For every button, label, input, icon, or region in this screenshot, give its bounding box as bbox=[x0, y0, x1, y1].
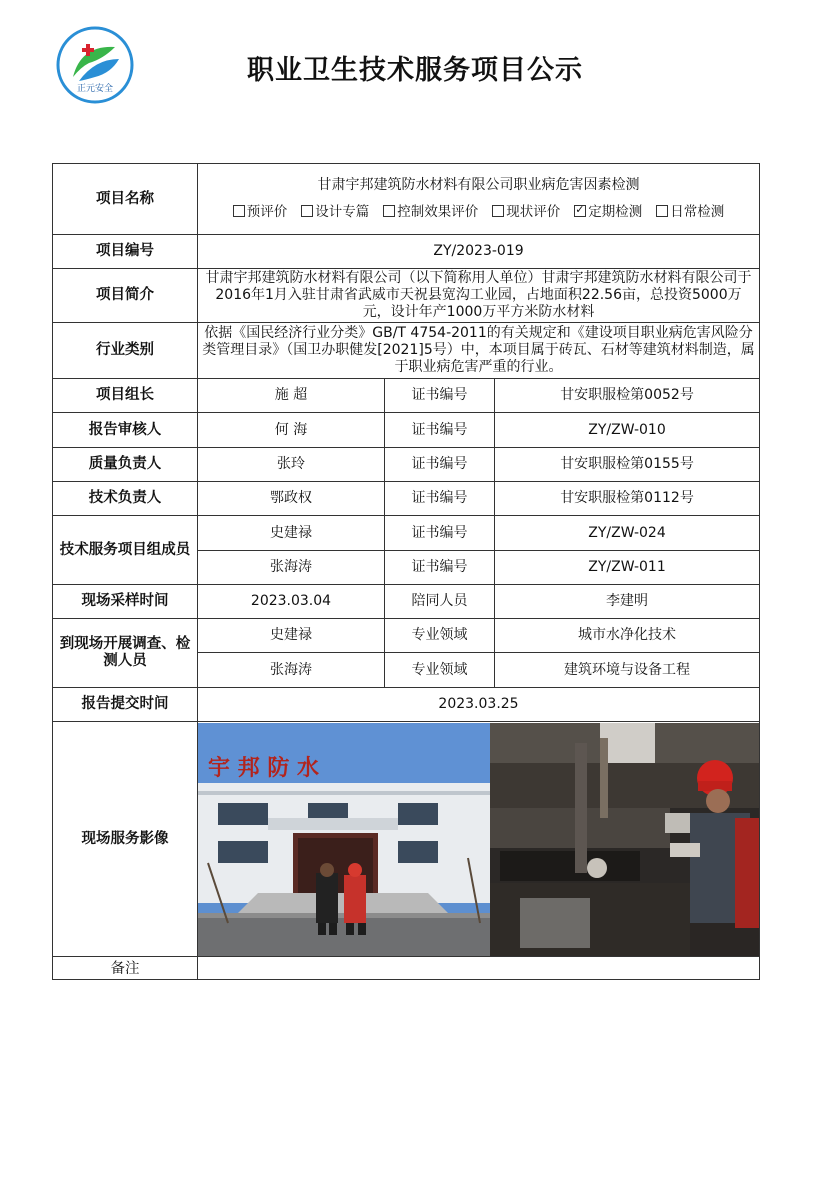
survey-field: 城市水净化技术 bbox=[495, 619, 760, 653]
checkbox-checked-icon[interactable] bbox=[574, 205, 586, 217]
option-periodic-detection[interactable]: ✓ 定期检测 bbox=[574, 204, 642, 221]
field-label: 专业领域 bbox=[385, 619, 495, 653]
quality-name: 张玲 bbox=[198, 448, 385, 482]
row-industry bbox=[53, 323, 760, 379]
site-workshop-photo bbox=[490, 723, 760, 956]
accompany-label: 陪同人员 bbox=[385, 585, 495, 619]
row-reviewer bbox=[53, 413, 760, 448]
leader-cert: 甘安职服检第0052号 bbox=[495, 379, 760, 413]
row-survey-1 bbox=[53, 619, 760, 653]
logo-text: 正元安全 bbox=[76, 84, 114, 94]
cert-label: 证书编号 bbox=[385, 379, 495, 413]
project-name: 甘肃宇邦建筑防水材料有限公司职业病危害因素检测 bbox=[317, 177, 640, 193]
sampling-time: 2023.03.04 bbox=[198, 585, 385, 619]
cert-label: 证书编号 bbox=[385, 482, 495, 516]
option-daily-detection[interactable]: 日常检测 bbox=[656, 204, 724, 221]
project-name-label: 项目名称 bbox=[53, 164, 198, 235]
industry-text: 依据《国民经济行业分类》GB/T 4754-2011的有关规定和《建设项目职业病危害风险分类管理目录》（国卫办职健发[2021]5号）中，本项目属于砖瓦、石材等建筑材料制造，属于职业病危害严重的行业。 bbox=[198, 323, 760, 379]
option-design-chapter[interactable]: 设计专篇 bbox=[301, 204, 369, 221]
field-label: 专业领域 bbox=[385, 653, 495, 688]
reviewer-label: 报告审核人 bbox=[53, 413, 198, 448]
row-report-submit bbox=[53, 688, 760, 722]
photos-label: 现场服务影像 bbox=[53, 722, 198, 957]
survey-field: 建筑环境与设备工程 bbox=[495, 653, 760, 688]
option-pre-evaluation[interactable]: 预评价 bbox=[233, 204, 288, 221]
cert-label: 证书编号 bbox=[385, 516, 495, 551]
row-member-1 bbox=[53, 516, 760, 551]
cert-label: 证书编号 bbox=[385, 448, 495, 482]
cert-label: 证书编号 bbox=[385, 551, 495, 585]
evaluation-type-options bbox=[202, 204, 755, 221]
row-photos bbox=[53, 722, 760, 957]
member-cert: ZY/ZW-011 bbox=[495, 551, 760, 585]
sampling-time-label: 现场采样时间 bbox=[53, 585, 198, 619]
project-intro-label: 项目简介 bbox=[53, 269, 198, 323]
checkbox-icon[interactable] bbox=[656, 205, 668, 217]
remark-value bbox=[198, 957, 760, 980]
cert-label: 证书编号 bbox=[385, 413, 495, 448]
page-title: 职业卫生技术服务项目公示 bbox=[247, 55, 583, 86]
tech-name: 鄂政权 bbox=[198, 482, 385, 516]
photos-cell bbox=[198, 722, 760, 957]
survey-person: 张海涛 bbox=[198, 653, 385, 688]
project-table bbox=[52, 163, 760, 980]
checkbox-icon[interactable] bbox=[301, 205, 313, 217]
members-label: 技术服务项目组成员 bbox=[53, 516, 198, 585]
row-tech bbox=[53, 482, 760, 516]
project-intro: 甘肃宇邦建筑防水材料有限公司（以下简称用人单位）甘肃宇邦建筑防水材料有限公司于2016年1月入驻甘肃省武威市天祝县宽沟工业园，占地面积22.56亩，总投资5000万元，设计年产1000万平方米防水材料 bbox=[198, 269, 760, 323]
member-name: 张海涛 bbox=[198, 551, 385, 585]
reviewer-name: 何 海 bbox=[198, 413, 385, 448]
row-leader bbox=[53, 379, 760, 413]
checkbox-icon[interactable] bbox=[492, 205, 504, 217]
leader-name: 施 超 bbox=[198, 379, 385, 413]
survey-person: 史建禄 bbox=[198, 619, 385, 653]
survey-label: 到现场开展调查、检测人员 bbox=[53, 619, 198, 688]
checkbox-icon[interactable] bbox=[383, 205, 395, 217]
row-quality bbox=[53, 448, 760, 482]
tech-cert: 甘安职服检第0112号 bbox=[495, 482, 760, 516]
project-number-label: 项目编号 bbox=[53, 235, 198, 269]
project-name-cell bbox=[198, 164, 760, 235]
option-control-evaluation[interactable]: 控制效果评价 bbox=[383, 204, 478, 221]
quality-label: 质量负责人 bbox=[53, 448, 198, 482]
tech-label: 技术负责人 bbox=[53, 482, 198, 516]
row-project-name bbox=[53, 164, 760, 235]
row-project-intro bbox=[53, 269, 760, 323]
report-submit-date: 2023.03.25 bbox=[198, 688, 760, 722]
checkbox-icon[interactable] bbox=[233, 205, 245, 217]
row-project-number bbox=[53, 235, 760, 269]
member-cert: ZY/ZW-024 bbox=[495, 516, 760, 551]
accompany-person: 李建明 bbox=[495, 585, 760, 619]
company-logo bbox=[55, 25, 135, 105]
row-sampling bbox=[53, 585, 760, 619]
reviewer-cert: ZY/ZW-010 bbox=[495, 413, 760, 448]
row-remark bbox=[53, 957, 760, 980]
report-submit-label: 报告提交时间 bbox=[53, 688, 198, 722]
factory-sign: 宇 邦 防 水 bbox=[208, 755, 319, 781]
industry-label: 行业类别 bbox=[53, 323, 198, 379]
project-number: ZY/2023-019 bbox=[198, 235, 760, 269]
member-name: 史建禄 bbox=[198, 516, 385, 551]
remark-label: 备注 bbox=[53, 957, 198, 980]
site-building-photo bbox=[198, 723, 490, 956]
leader-label: 项目组长 bbox=[53, 379, 198, 413]
option-status-evaluation[interactable]: 现状评价 bbox=[492, 204, 560, 221]
quality-cert: 甘安职服检第0155号 bbox=[495, 448, 760, 482]
